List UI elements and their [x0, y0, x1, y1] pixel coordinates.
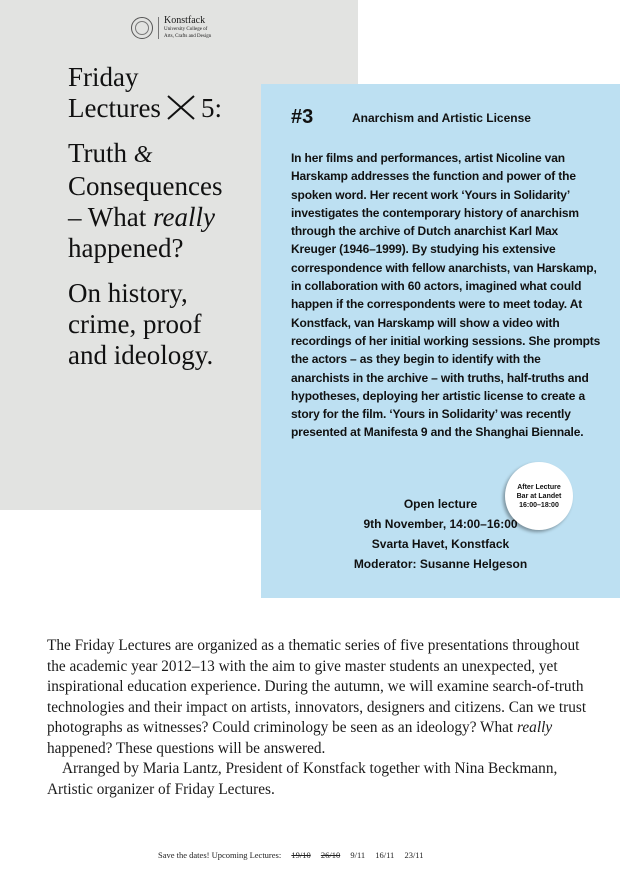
konstfack-logo	[131, 16, 211, 40]
save-the-dates	[158, 850, 431, 860]
topic-line4: happened?	[68, 233, 184, 263]
dates-label: Save the dates! Upcoming Lectures:	[158, 850, 282, 860]
date-item: 9/11	[350, 850, 366, 860]
series-count: 5:	[200, 93, 222, 123]
date-item: 19/10	[291, 850, 311, 860]
lecture-panel	[261, 84, 620, 598]
intro-paragraph	[47, 636, 592, 759]
event-moderator: Moderator: Susanne Helgeson	[353, 557, 528, 571]
topic-line2: Consequences	[68, 171, 223, 201]
event-type: Open lecture	[403, 497, 478, 511]
after-lecture-badge	[505, 462, 573, 530]
question-line1: On history,	[68, 278, 188, 308]
question-line3: and ideology.	[68, 340, 214, 370]
logo-subtitle-line2: Arts, Crafts and Design	[164, 34, 212, 39]
topic-line3-em: really	[152, 202, 215, 232]
series-line1: Friday	[68, 62, 139, 92]
topic-line3-pre: – What	[68, 202, 153, 232]
cross-icon	[165, 94, 197, 120]
event-date: 9th November, 14:00–16:00	[363, 517, 518, 531]
intro-credits: Arranged by Maria Lantz, President of Konstfack together with Nina Beckmann, Artistic organizer of Friday Lectures.	[47, 760, 558, 798]
intro-pre: The Friday Lectures are organized as a thematic series of five presentations throughout the academic year 2012–13 with the aim to give master students an unexpected, yet inspirational education experience. During the autumn, we will examine search-of-truth technologies and their impact on artists, innovators, designers and citizens. Can we trust photographs as witnesses? Could criminology be seen as an ideology? What	[47, 637, 587, 736]
intro-em: really	[517, 719, 553, 736]
after-badge-line2: Bar at Landet	[516, 492, 562, 500]
lecture-title: Anarchism and Artistic License	[352, 111, 531, 125]
intro-text	[47, 636, 592, 800]
topic-word-truth: Truth	[68, 138, 128, 168]
logo-subtitle-line1: University College of	[164, 27, 208, 32]
series-name: Lectures	[68, 93, 161, 123]
logo-name: Konstfack	[164, 15, 206, 26]
date-item: 26/10	[320, 850, 341, 860]
logo-divider	[158, 17, 159, 39]
intro-post: happened? These questions will be answered.	[47, 739, 326, 757]
after-badge-line1: After Lecture	[517, 483, 561, 491]
date-item: 23/11	[404, 850, 424, 860]
date-item: 16/11	[375, 850, 395, 860]
question-line2: crime, proof	[68, 309, 202, 339]
ampersand: &	[133, 142, 153, 168]
lecture-description: In her films and performances, artist Nicoline van Harskamp addresses the function and power of the spoken word. Her recent work ‘Yours in Solidarity’ investigates the contemporary history of anarchism through the archive of Dutch anarchist Karl Max Kreuger (1946–1999). By studying his extensive correspondence with fellow anarchists, van Harskamp, in collaboration with 60 actors, imagined what could happen if the correspondents were to meet today. At Konstfack, van Harskamp will show a video with recordings of her initial working sessions. She prompts the actors – as they begin to identify with the anarchists in the archive – with truths, half-truths and hypotheses, deploying her artistic license to create a story for the film. ‘Yours in Solidarity’ was recently presented at Manifesta 9 and the Shanghai Biennale.	[291, 151, 601, 440]
lecture-number: #3	[291, 106, 314, 128]
seal-icon	[131, 17, 153, 39]
event-place: Svarta Havet, Konstfack	[371, 537, 510, 551]
after-badge-line3: 16:00–18:00	[519, 501, 559, 509]
